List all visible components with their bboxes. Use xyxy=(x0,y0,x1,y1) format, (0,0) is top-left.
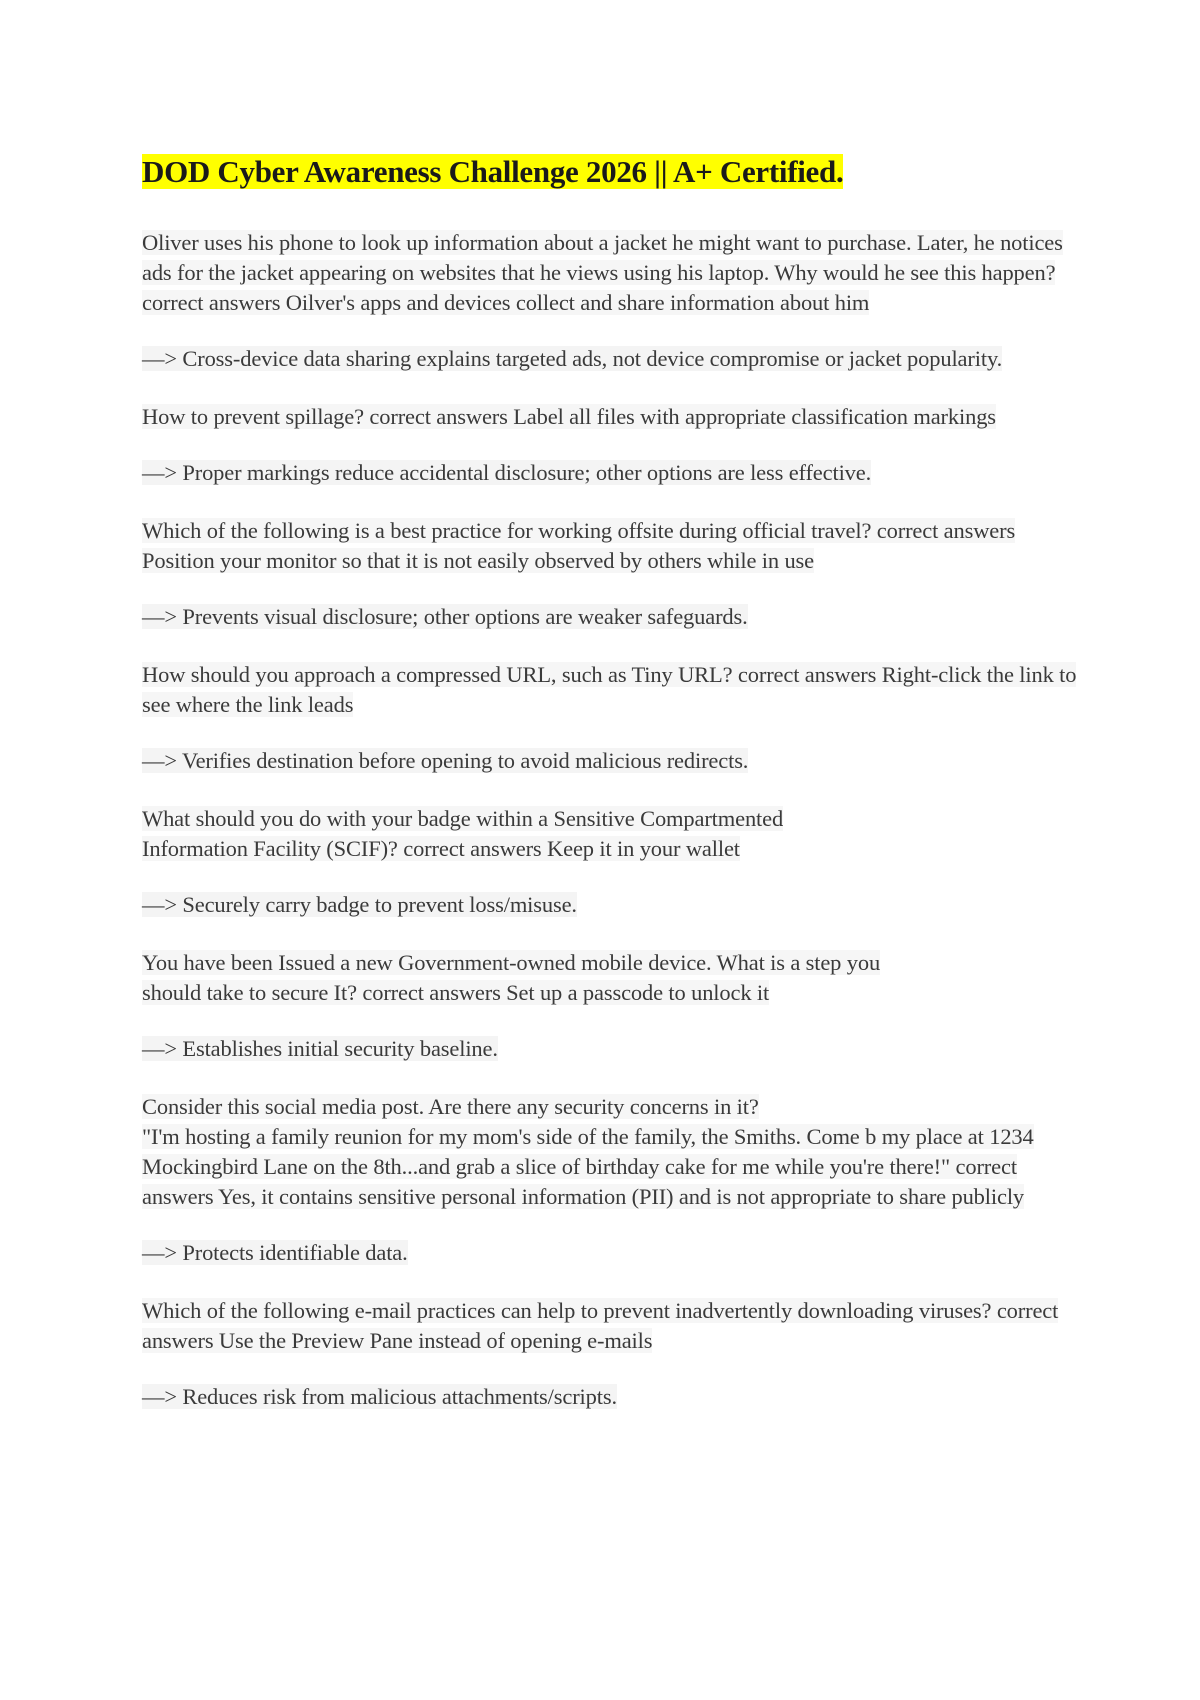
question-line xyxy=(142,1092,1082,1122)
explanation-text: —> Establishes initial security baseline. xyxy=(142,1036,498,1061)
explanation-note xyxy=(142,602,1082,632)
explanation-note xyxy=(142,1034,1082,1064)
explanation-note xyxy=(142,890,1082,920)
explanation-text: —> Securely carry badge to prevent loss/misuse. xyxy=(142,892,577,917)
explanation-note xyxy=(142,746,1082,776)
explanation-text: —> Verifies destination before opening to avoid malicious redirects. xyxy=(142,748,749,773)
question-text: Consider this social media post. Are there any security concerns in it? xyxy=(142,1094,759,1119)
question-text: Information Facility (SCIF)? correct answers Keep it in your wallet xyxy=(142,836,740,861)
document-title: DOD Cyber Awareness Challenge 2026 || A+ Certified. xyxy=(142,154,844,189)
question-answer xyxy=(142,516,1082,576)
explanation-text: —> Cross-device data sharing explains targeted ads, not device compromise or jacket popularity. xyxy=(142,346,1003,371)
question-text: "I'm hosting a family reunion for my mom's side of the family, the Smiths. Come b my place at 1234 Mockingbird Lane on the 8th...and grab a slice of birthday cake for me while you're there!" correct answers Yes, it contains sensitive personal information (PII) and is not appropriate to share publicly xyxy=(142,1124,1034,1209)
question-line xyxy=(142,948,1082,978)
document-page xyxy=(142,150,1082,1440)
question-text: What should you do with your badge within a Sensitive Compartmented xyxy=(142,806,784,831)
explanation-text: —> Reduces risk from malicious attachments/scripts. xyxy=(142,1384,617,1409)
question-text: should take to secure It? correct answers Set up a passcode to unlock it xyxy=(142,980,770,1005)
question-line xyxy=(142,834,1082,864)
explanation-note xyxy=(142,458,1082,488)
question-text: Oliver uses his phone to look up information about a jacket he might want to purchase. Later, he notices ads for the jacket appearing on websites that he views using his laptop. Why would he see this happen? correct answers Oilver's apps and devices collect and share information about him xyxy=(142,230,1063,315)
explanation-text: —> Prevents visual disclosure; other options are weaker safeguards. xyxy=(142,604,748,629)
explanation-text: —> Proper markings reduce accidental disclosure; other options are less effective. xyxy=(142,460,872,485)
question-answer xyxy=(142,804,1082,864)
question-text: How should you approach a compressed URL, such as Tiny URL? correct answers Right-click the link to see where the link leads xyxy=(142,662,1077,717)
explanation-text: —> Protects identifiable data. xyxy=(142,1240,408,1265)
question-answer xyxy=(142,948,1082,1008)
title-container xyxy=(142,150,1082,200)
question-answer xyxy=(142,402,1082,432)
question-answer xyxy=(142,228,1082,318)
question-line xyxy=(142,1122,1082,1212)
question-text: You have been Issued a new Government-owned mobile device. What is a step you xyxy=(142,950,881,975)
explanation-note xyxy=(142,1238,1082,1268)
question-answer xyxy=(142,660,1082,720)
explanation-note xyxy=(142,344,1082,374)
question-text: Which of the following is a best practice for working offsite during official travel? correct answers Position your monitor so that it is not easily observed by others while in use xyxy=(142,518,1016,573)
question-line xyxy=(142,978,1082,1008)
question-answer xyxy=(142,1092,1082,1212)
question-text: How to prevent spillage? correct answers Label all files with appropriate classification markings xyxy=(142,404,996,429)
question-line xyxy=(142,804,1082,834)
question-text: Which of the following e-mail practices can help to prevent inadvertently downloading viruses? correct answers Use the Preview Pane instead of opening e-mails xyxy=(142,1298,1059,1353)
question-answer xyxy=(142,1296,1082,1356)
explanation-note xyxy=(142,1382,1082,1412)
